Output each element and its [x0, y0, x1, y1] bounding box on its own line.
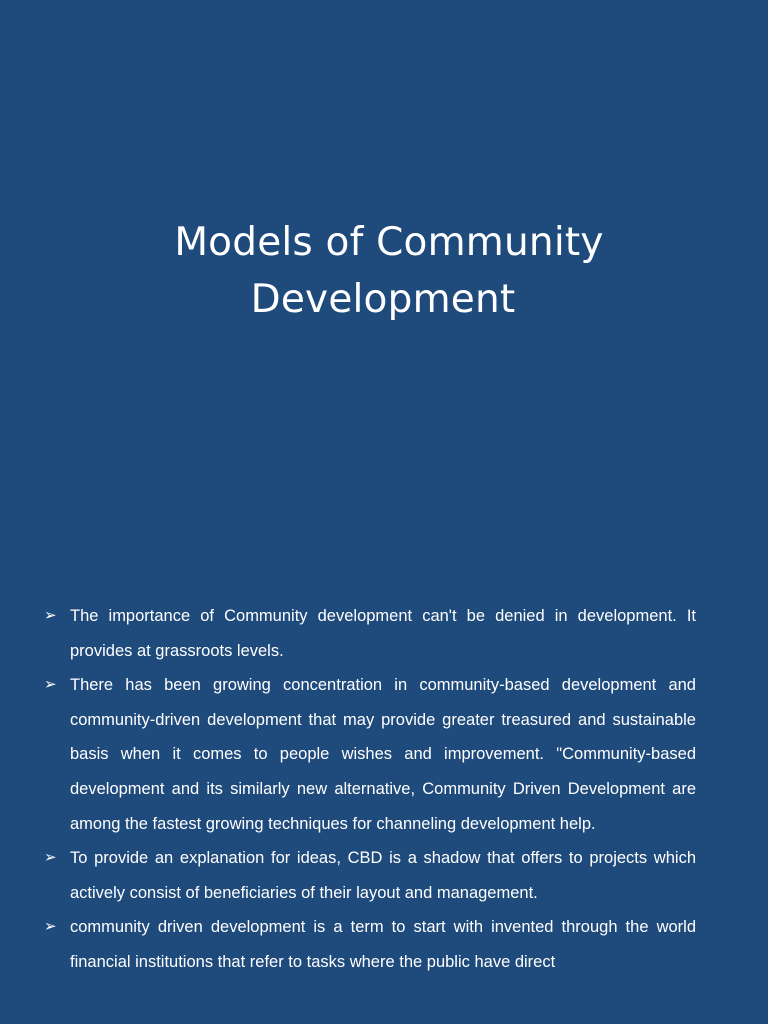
bullet-text: To provide an explanation for ideas, CBD is a shadow that offers to projects which actively consist of beneficiaries of their layout and management.: [70, 849, 696, 902]
bullet-item: [44, 910, 696, 979]
title-line-2: Development: [250, 277, 516, 323]
arrow-bullet-icon: ➢: [44, 607, 57, 624]
title-line-1: Models of Community: [174, 220, 604, 266]
bullet-list: [44, 599, 696, 980]
arrow-bullet-icon: ➢: [44, 918, 57, 936]
arrow-bullet-icon: ➢: [44, 676, 57, 694]
bullet-item: [44, 841, 696, 910]
bullet-item: [44, 599, 696, 668]
bullet-item: [44, 668, 696, 841]
arrow-bullet-icon: ➢: [44, 849, 57, 867]
bullet-text: community driven development is a term to start with invented through the world financial institutions that refer to tasks where the public have direct: [70, 918, 696, 971]
bullet-text: The importance of Community development can't be denied in development. It provides at grassroots levels.: [70, 607, 696, 660]
bullet-text: There has been growing concentration in community-based development and community-driven development that may provide greater treasured and sustainable basis when it comes to people wishes and improvement. "Community-based development and its similarly new alternative, Community Driven Development are among the fastest growing techniques for channeling development help.: [70, 676, 696, 833]
slide-title: [0, 214, 768, 328]
